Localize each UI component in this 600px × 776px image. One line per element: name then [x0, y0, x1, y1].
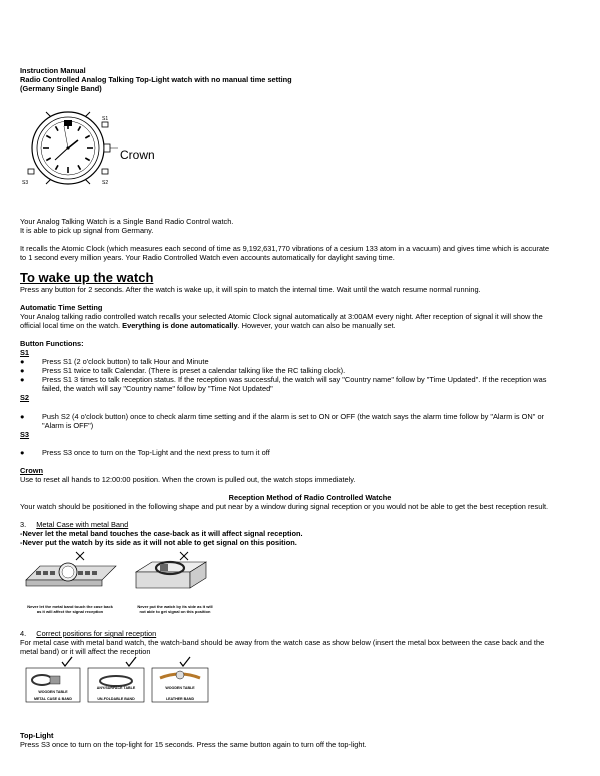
item4-title: Correct positions for signal reception — [36, 629, 157, 638]
item4-number: 4. — [20, 629, 27, 638]
box1-label: METAL CASE & BAND — [33, 697, 72, 701]
intro-line-3: It recalls the Atomic Clock (which measures each second of time as 9,192,631,770 vibrations of a cesium 133 atom in a vacuum) and gives time which is accurate — [20, 244, 550, 253]
item4-line-1: For metal case with metal band watch, the watch-band should be away from the watch case as show below (insert the metal box between the case back and the — [20, 638, 545, 647]
button-s1-label: S1 — [102, 116, 109, 122]
crown-heading: Crown — [20, 466, 43, 475]
item3-title: Metal Case with metal Band — [36, 520, 129, 529]
bullet-icon: ● — [20, 375, 25, 384]
bullet-icon: ● — [20, 448, 25, 457]
box2-tag: ANY/SURFACE TABLE — [96, 686, 136, 690]
button-functions-heading: Button Functions: — [20, 339, 84, 348]
auto-line-2-bold: Everything is done automatically — [122, 321, 238, 330]
warning-1: -Never let the metal band touches the case-back as it will affect signal reception. — [20, 529, 303, 538]
wake-text: Press any button for 2 seconds. After the watch is wake up, it will spin to match the internal time. Wait until the watch resume normal running. — [20, 285, 481, 294]
item4-line-2: metal band) or it will affect the reception — [20, 647, 151, 656]
box3-label: LEATHER BAND — [165, 697, 195, 701]
box2-label: UN-FOLDABLE BAND — [97, 697, 135, 701]
box3-tag: WOODEN TABLE — [165, 686, 195, 690]
toplight-text: Press S3 once to turn on the top-light for 15 seconds. Press the same button again to turn off the top-light. — [20, 740, 367, 749]
s1-item-3-cont: failed, the watch will say "Country name" follow by "Time Not Updated" — [42, 384, 273, 393]
s3-heading: S3 — [20, 430, 30, 439]
s2-item-cont: "Alarm is OFF") — [42, 421, 94, 430]
s2-heading: S2 — [20, 393, 30, 402]
wake-heading: To wake up the watch — [20, 270, 154, 285]
incorrect-positions-illustration — [20, 550, 220, 608]
bullet-icon: ● — [20, 357, 25, 366]
manual-subtitle: Radio Controlled Analog Talking Top-Light watch with no manual time setting — [20, 75, 292, 84]
reception-heading: Reception Method of Radio Controlled Watche — [228, 493, 392, 502]
button-s3-label: S3 — [22, 180, 29, 186]
cross-icon — [180, 552, 188, 560]
auto-line-2a: official local time on the watch. — [20, 321, 123, 330]
image1-caption: Never let the metal band touch the case back as it will affect the signal reception — [27, 604, 113, 614]
bullet-icon: ● — [20, 412, 25, 421]
bullet-icon: ● — [20, 366, 25, 375]
s1-heading: S1 — [20, 348, 30, 357]
check-icon — [180, 657, 190, 666]
box1-tag: WOODEN TABLE — [38, 690, 68, 694]
check-icon — [62, 657, 72, 666]
item3-number: 3. — [20, 520, 27, 529]
crown-text: Use to reset all hands to 12:00:00 position. When the crown is pulled out, the watch stops immediately. — [20, 475, 356, 484]
auto-line-1: Your Analog talking radio controlled watch recalls your selected Atomic Clock signal automatically at 3:00AM every night. After reception of signal it will show the — [20, 312, 543, 321]
check-icon — [126, 657, 136, 666]
crown-label: Crown — [120, 148, 155, 162]
auto-heading: Automatic Time Setting — [20, 303, 103, 312]
cross-icon — [76, 552, 84, 560]
intro-line-4: to 1 second every million years. Your Radio Controlled Watch even accounts automatically for daylight saving time. — [20, 253, 395, 262]
manual-region: (Germany Single Band) — [20, 84, 102, 93]
warning-2: -Never put the watch by its side as it will not able to get signal on this position. — [20, 538, 297, 547]
image2-caption: Never put the watch by its side as it will not able to get signal on this position — [137, 604, 213, 614]
manual-title: Instruction Manual — [20, 66, 86, 75]
toplight-heading: Top-Light — [20, 731, 54, 740]
intro-line-2: It is able to pick up signal from Germany. — [20, 226, 154, 235]
intro-line-1: Your Analog Talking Watch is a Single Band Radio Control watch. — [20, 217, 234, 226]
auto-line-2c: . However, your watch can also be manually set. — [237, 321, 396, 330]
watch-illustration — [18, 100, 198, 198]
auto-line-2 — [20, 321, 396, 331]
reception-text: Your watch should be positioned in the following shape and put near by a window during signal reception or you would not be able to get the best reception result. — [20, 502, 549, 511]
button-s2-label: S2 — [102, 180, 109, 186]
